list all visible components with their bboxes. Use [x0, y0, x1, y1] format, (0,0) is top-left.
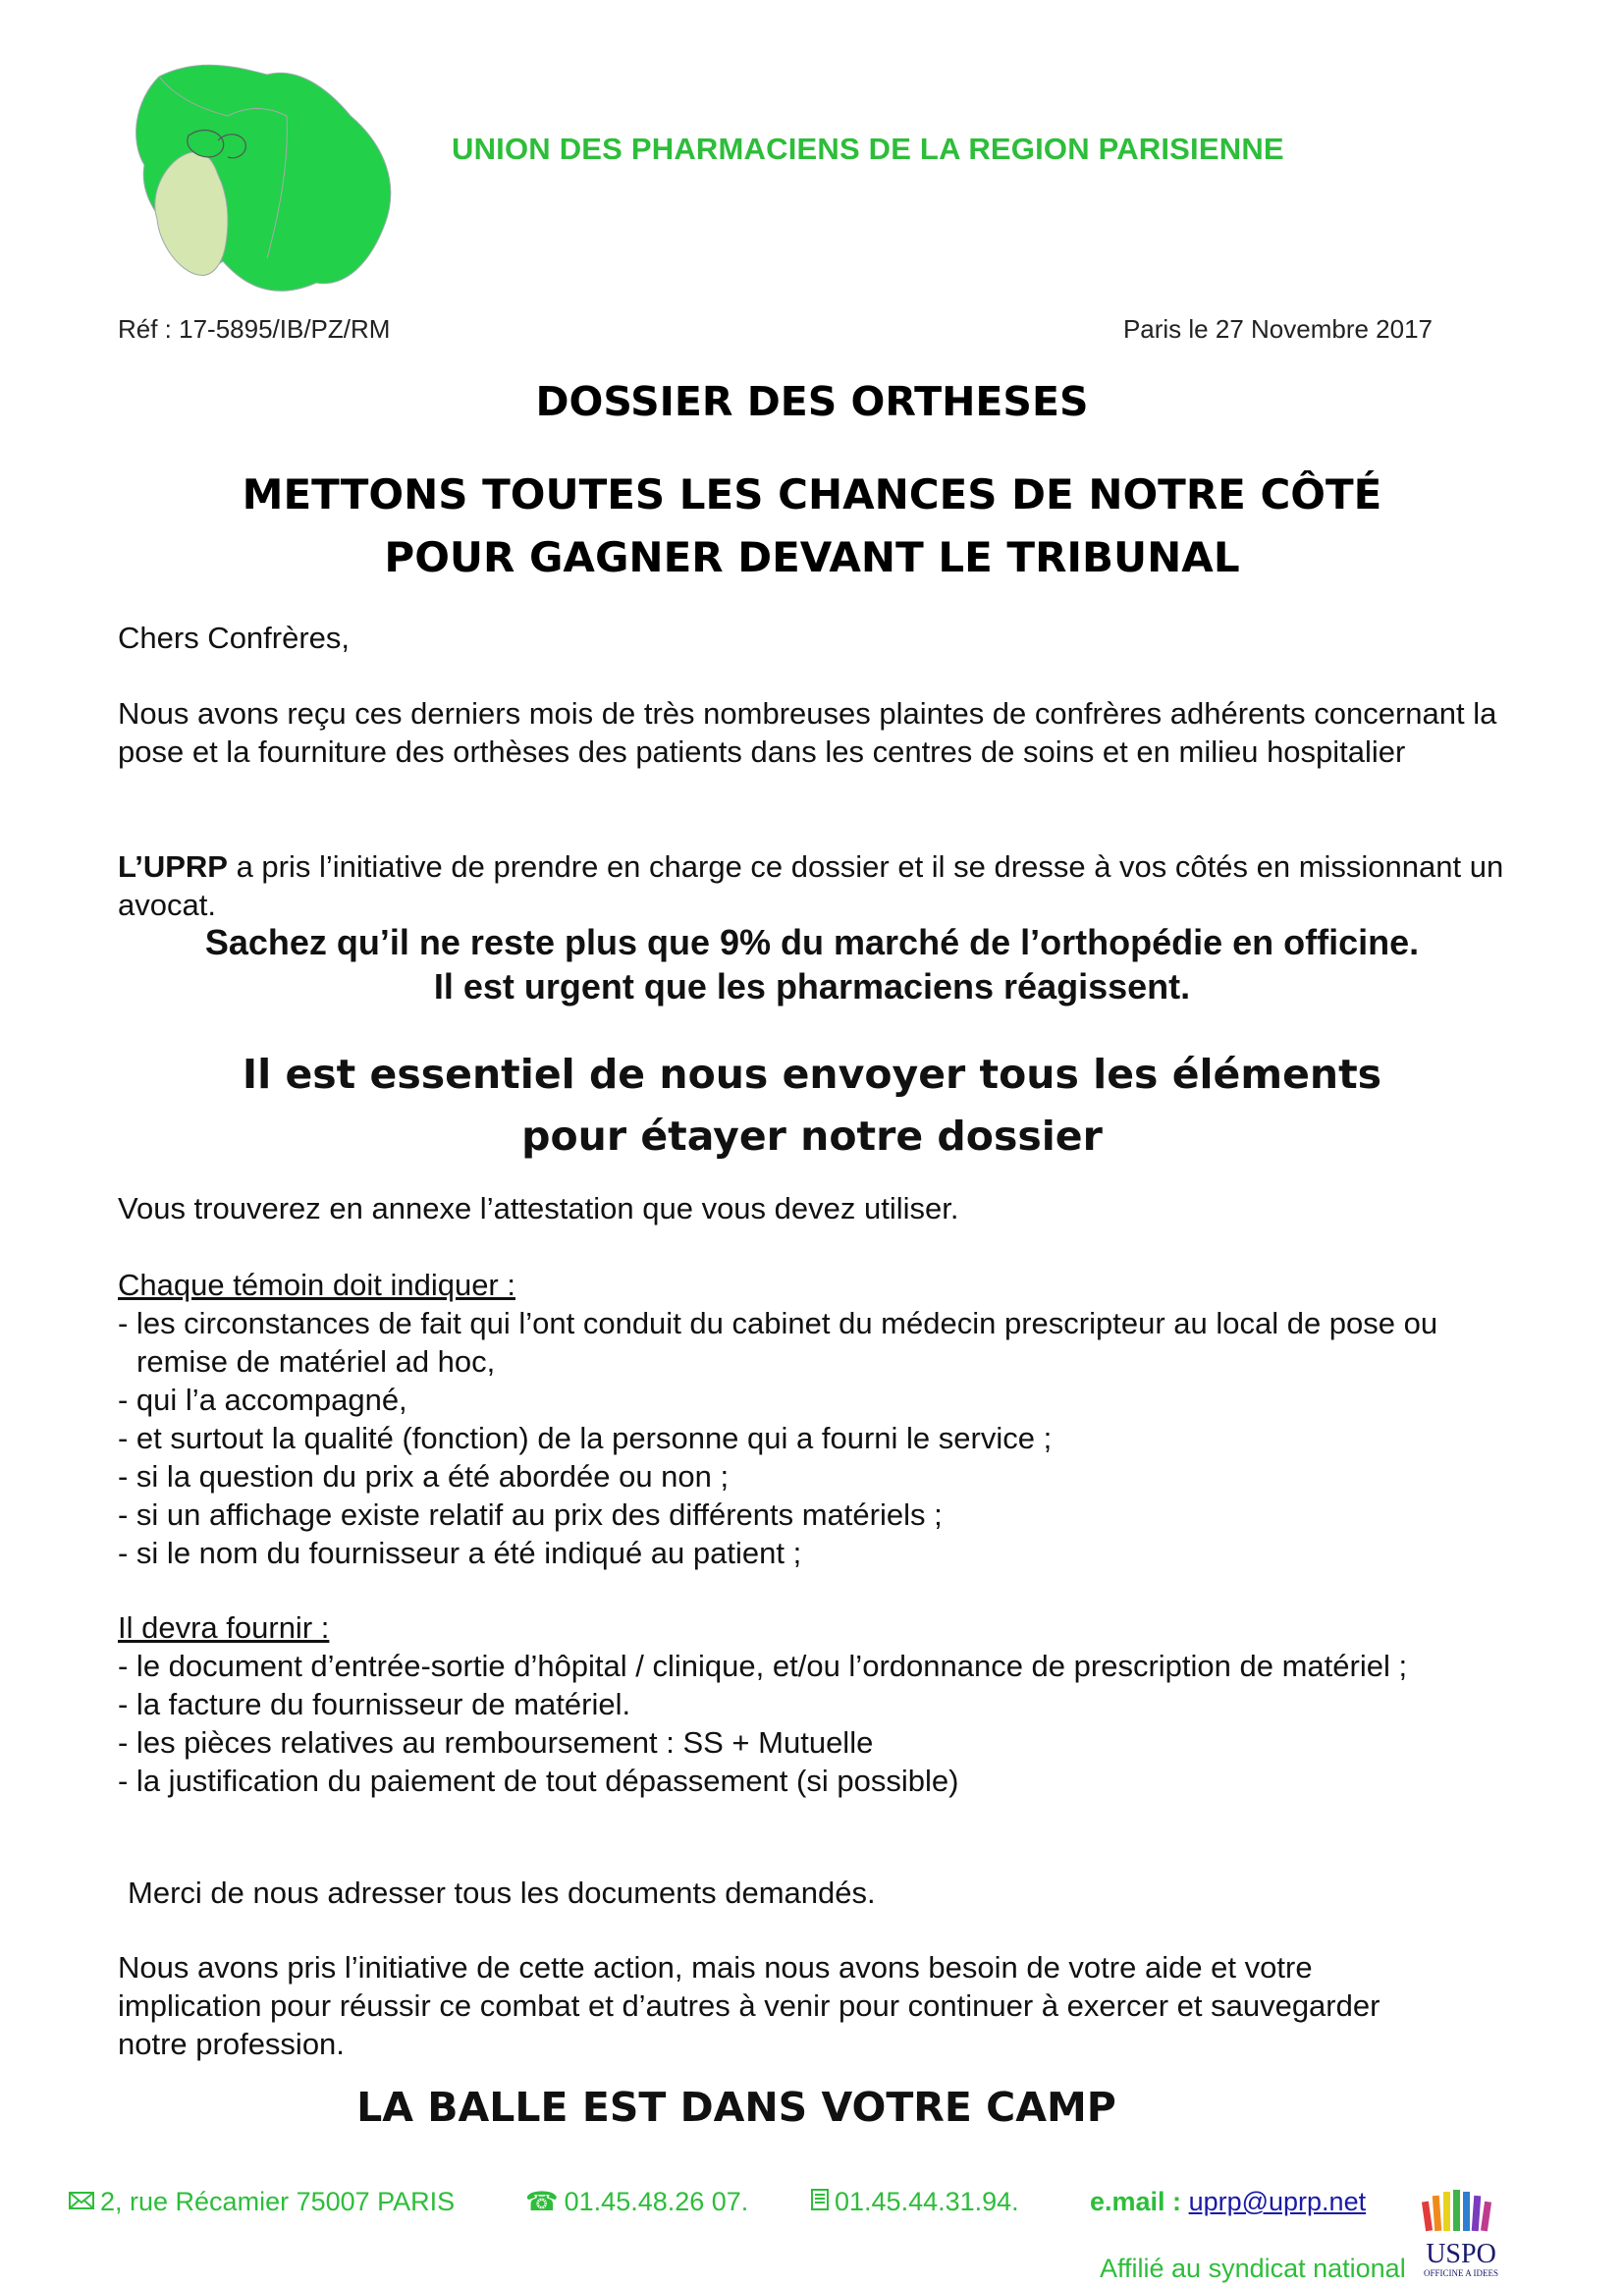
fax-text: 01.45.44.31.94. [835, 2187, 1019, 2216]
essential-line-2: pour étayer notre dossier [521, 1113, 1103, 1160]
witness-list [118, 1304, 1512, 1572]
reference-number: Réf : 17-5895/IB/PZ/RM [118, 314, 391, 344]
list-item: - si le nom du fournisseur a été indiqué au patient ; [118, 1536, 802, 1570]
uspo-logo [1412, 2188, 1510, 2282]
uprp-paragraph [118, 847, 1512, 924]
essential-heading [0, 1044, 1624, 1168]
documents-section-title: Il devra fournir : [118, 1610, 330, 1645]
list-item: - si un affichage existe relatif au prix des différents matériels ; [118, 1497, 943, 1532]
documents-list [118, 1647, 1512, 1800]
phone-icon: ☎ [525, 2187, 559, 2216]
list-item: - qui l’a accompagné, [118, 1383, 407, 1417]
document-subtitle [0, 463, 1624, 589]
email-label: e.mail : [1090, 2187, 1182, 2216]
essential-line-1: Il est essentiel de nous envoyer tous les éléments [242, 1051, 1382, 1098]
phone-text: 01.45.48.26 07. [564, 2187, 749, 2216]
uspo-tagline: OFFICINE A IDEES [1423, 2268, 1499, 2278]
documents-section [118, 1608, 1512, 1800]
subtitle-line-2: POUR GAGNER DEVANT LE TRIBUNAL [384, 533, 1240, 581]
market-highlight [0, 920, 1624, 1008]
region-map-logo [120, 47, 414, 304]
organization-name: UNION DES PHARMACIENS DE LA REGION PARISIENNE [452, 132, 1284, 166]
uprp-name: L’UPRP [118, 849, 228, 884]
list-item: - les circonstances de fait qui l’ont conduit du cabinet du médecin prescripteur au local de pose ou remise de matériel ad hoc, [118, 1306, 1438, 1379]
list-item: - la facture du fournisseur de matériel. [118, 1687, 631, 1721]
thanks-paragraph: Merci de nous adresser tous les documents demandés. [128, 1876, 876, 1910]
envelope-icon [69, 2187, 94, 2217]
footer-address [69, 2187, 455, 2217]
list-item: - si la question du prix a été abordée ou non ; [118, 1459, 730, 1494]
affiliation-text: Affilié au syndicat national [1100, 2254, 1406, 2283]
footer-fax [811, 2187, 1019, 2217]
list-item: - le document d’entrée-sortie d’hôpital / clinique, et/ou l’ordonnance de prescription de matériel ; [118, 1649, 1408, 1683]
list-item: - et surtout la qualité (fonction) de la personne qui a fourni le service ; [118, 1421, 1053, 1455]
footer-email [1090, 2187, 1366, 2217]
fax-icon [811, 2187, 829, 2217]
witness-section [118, 1266, 1512, 1572]
intro-paragraph: Nous avons reçu ces derniers mois de très nombreuses plaintes de confrères adhérents concernant la pose et la fourniture des orthèses des patients dans les centres de soins et en milieu hospitalier [118, 696, 1497, 769]
witness-section-title: Chaque témoin doit indiquer : [118, 1268, 515, 1302]
greeting: Chers Confrères, [118, 621, 351, 655]
closing-paragraph: Nous avons pris l’initiative de cette action, mais nous avons besoin de votre aide et votre implication pour réussir ce combat et d’autres à venir pour continuer à exercer et sauvegarder notre profession. [118, 1950, 1380, 2061]
uprp-text: a pris l’initiative de prendre en charge ce dossier et il se dresse à vos côtés en missionnant un avocat. [118, 849, 1504, 922]
annex-paragraph: Vous trouverez en annexe l’attestation que vous devez utiliser. [118, 1191, 959, 1225]
highlight-line-2: Il est urgent que les pharmaciens réagissent. [433, 966, 1191, 1006]
email-link[interactable]: uprp@uprp.net [1188, 2187, 1367, 2216]
document-title: DOSSIER DES ORTHESES [535, 378, 1089, 425]
letter-date: Paris le 27 Novembre 2017 [1122, 314, 1433, 344]
highlight-line-1: Sachez qu’il ne reste plus que 9% du marché de l’orthopédie en officine. [204, 922, 1420, 962]
address-text: 2, rue Récamier 75007 PARIS [100, 2187, 456, 2216]
footer-phone [525, 2187, 748, 2217]
uspo-name: USPO [1426, 2239, 1496, 2269]
subtitle-line-1: METTONS TOUTES LES CHANCES DE NOTRE CÔTÉ [242, 470, 1382, 518]
list-item: - les pièces relatives au remboursement : SS + Mutuelle [118, 1725, 874, 1760]
closing-slogan: LA BALLE EST DANS VOTRE CAMP [356, 2084, 1116, 2131]
list-item: - la justification du paiement de tout dépassement (si possible) [118, 1764, 959, 1798]
